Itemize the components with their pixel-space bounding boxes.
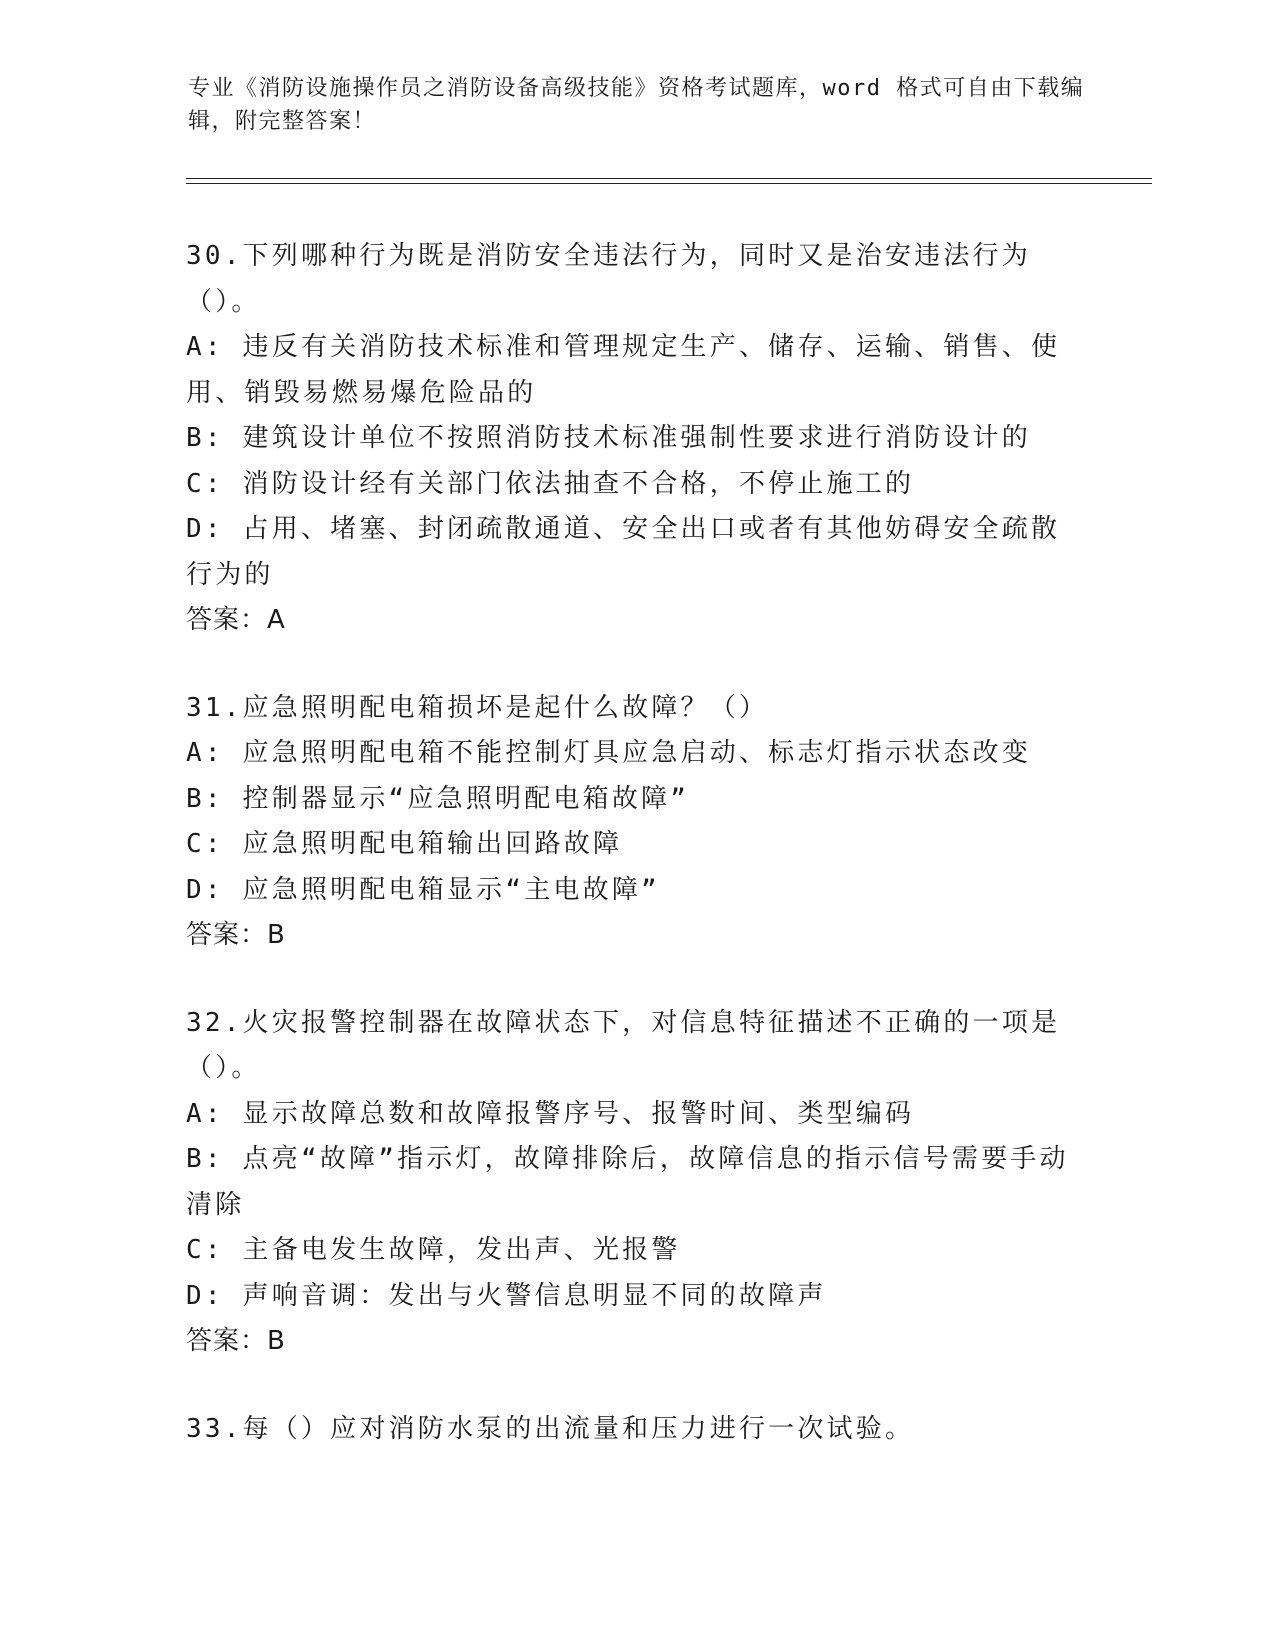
question-33 [186, 1407, 1086, 1453]
question-31 [186, 686, 1086, 959]
option-a: A: 违反有关消防技术标准和管理规定生产、储存、运输、销售、使用、销毁易燃易爆危险品的 [186, 332, 1061, 408]
question-stem: 33.每（）应对消防水泵的出流量和压力进行一次试验。 [186, 1413, 915, 1444]
option-a: A: 显示故障总数和故障报警序号、报警时间、类型编码 [186, 1098, 915, 1129]
question-stem: 32.火灾报警控制器在故障状态下，对信息特征描述不正确的一项是（）。 [186, 1007, 1061, 1083]
question-list [186, 234, 1086, 1494]
option-d: D: 声响音调：发出与火警信息明显不同的故障声 [186, 1280, 827, 1311]
option-a: A: 应急照明配电箱不能控制灯具应急启动、标志灯指示状态改变 [186, 738, 1031, 768]
answer-label: 答案：B [186, 920, 286, 950]
option-c: C: 主备电发生故障，发出声、光报警 [186, 1235, 681, 1265]
document-header-text: 专业《消防设施操作员之消防设备高级技能》资格考试题库，word 格式可自由下载编辑，附完整答案！ [188, 76, 1085, 134]
option-d: D: 占用、堵塞、封闭疏散通道、安全出口或者有其他妨碍安全疏散行为的 [186, 514, 1061, 590]
option-b: B: 建筑设计单位不按照消防技术标准强制性要求进行消防设计的 [186, 423, 1031, 453]
header-divider-bottom [186, 183, 1152, 184]
option-b: B: 点亮“故障”指示灯，故障排除后，故障信息的指示信号需要手动清除 [186, 1144, 1069, 1220]
option-d: D: 应急照明配电箱显示“主电故障” [186, 874, 660, 905]
header-divider-top [186, 178, 1152, 179]
option-b: B: 控制器显示“应急照明配电箱故障” [186, 783, 690, 814]
question-32 [186, 1001, 1086, 1365]
option-c: C: 应急照明配电箱输出回路故障 [186, 829, 623, 859]
question-stem: 31.应急照明配电箱损坏是起什么故障？（） [186, 692, 769, 723]
question-stem: 30.下列哪种行为既是消防安全违法行为，同时又是治安违法行为（）。 [186, 241, 1031, 317]
option-c: C: 消防设计经有关部门依法抽查不合格，不停止施工的 [186, 468, 915, 499]
answer-label: 答案：B [186, 1326, 286, 1356]
question-30 [186, 234, 1086, 644]
answer-label: 答案：A [186, 605, 286, 635]
